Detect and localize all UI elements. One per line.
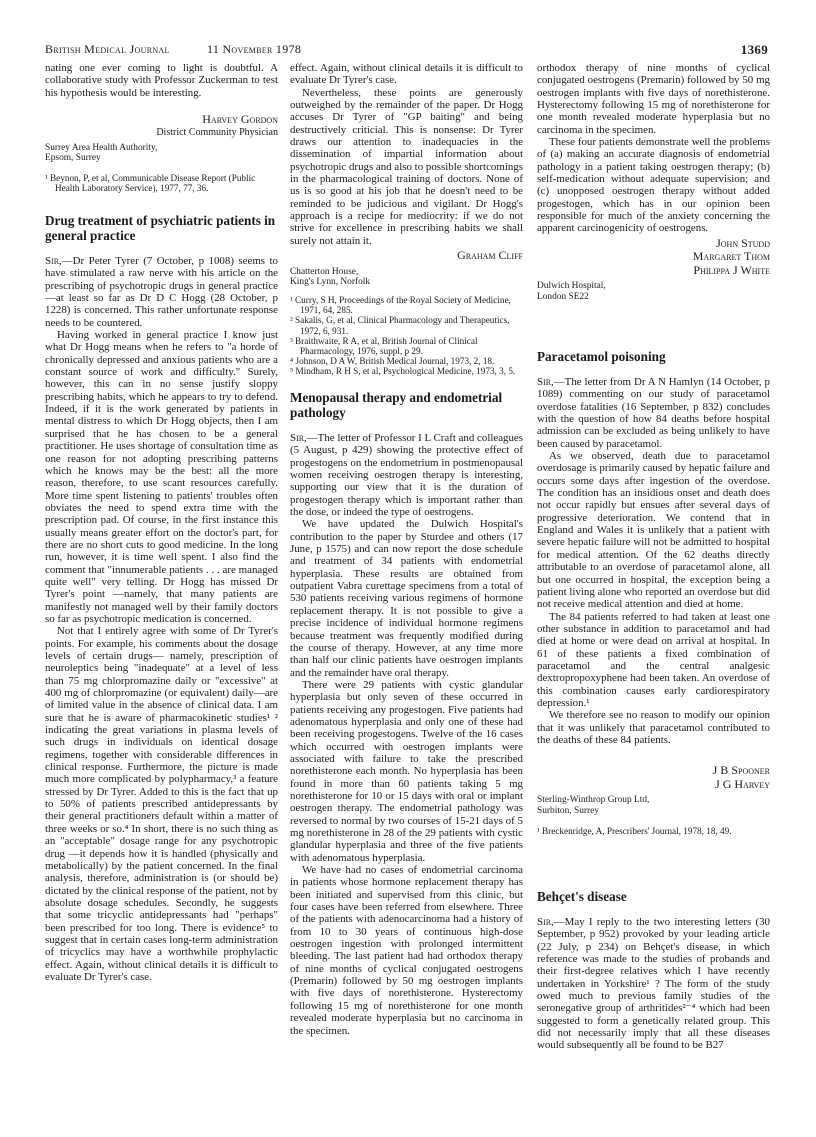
author-signature: Graham Cliff [457, 248, 523, 263]
reference-list [290, 295, 523, 377]
body-text: We have had no cases of endometrial carcinoma in patients whose hormone replacement therapy has been initiated and supervised from this clinic, but four cases have been referred from elsewhere. Three of the patients with adenocarcinoma had a history of from 10 to 30 years of continuous high-dose oestrogen ingestion with prolonged intermittent bleeding. The last patient had had orthodox therapy of nine months of cyclical conjugated oestrogens (Premarin) followed by 50 mg oestrogen implants with five days of norethisterone. Hysterectomy following 15 mg of norethisterone for one month revealed moderate hyperplasia but no carcinoma in the specimen. [290, 864, 523, 1037]
author-address: Chatterton House, King's Lynn, Norfolk [290, 266, 371, 287]
article-menopausal-therapy [290, 390, 523, 1095]
reference: ¹ Beynon, P, et al, Communicable Disease Report (Public Health Laboratory Service), 1977, 77, 36. [45, 172, 256, 194]
body-text: Sir,—Dr Peter Tyrer (7 October, p 1008) seems to have stimulated a raw nerve with his article on the prescribing of psychotropic drugs in general practice—at least so far as Dr D C Hogg (28 October, p 1228) is concerned. This rather unfortunate response needs to be countered. [45, 255, 278, 329]
article-behcets-disease [537, 889, 770, 1052]
body-text: The 84 patients referred to had taken at least one other substance in addition to paracetamol and had died at home or were dead on arrival at hospital. In 61 of these patients a fixed combination of paracetamol and the central analgesic dextropropoxyphene had been taken. An overdose of this combination causes early cardiorespiratory depression.¹ [537, 610, 770, 709]
reference: ¹ Breckenridge, A, Prescribers' Journal, 1978, 18, 49. [537, 825, 732, 836]
reference: ² Sakalis, G, et al, Clinical Pharmacology and Therapeutics, 1972, 6, 931. [290, 315, 510, 336]
author-signature: Harvey Gordon [202, 112, 278, 127]
journal-name: British Medical Journal [45, 42, 170, 56]
body-text: We therefore see no reason to modify our opinion that it was unlikely that paracetamol contributed to the deaths of these 84 patients. [537, 709, 770, 746]
body-text: Sir,—The letter of Professor I L Craft and colleagues (5 August, p 429) showing the protective effect of progestogens on the endometrium in postmenopausal women receiving oestrogen therapy is interesting, supporting our view that it is the duration of progestogen therapy which is important rather than the dose, or indeed the type of oestrogens. [290, 432, 523, 519]
body-text: effect. Again, without clinical details it is difficult to evaluate Dr Tyrer's case. [290, 62, 523, 87]
reference: ⁵ Mindham, R H S, et al, Psychological Medicine, 1973, 3, 5. [290, 366, 516, 377]
article-menopausal-therapy-continued [537, 62, 770, 302]
continued-letter [45, 62, 278, 193]
body-text: As we observed, death due to paracetamol overdosage is primarily caused by hepatic failure and occurs some days after ingestion of the overdose. The condition has an insidious onset and death does not occur rapidly but ensues after several days of progressive deterioration. We contend that in England and Wales it is unlikely that a patient with severe hepatic failure will not be admitted to hospital for medical attention. Of the 62 deaths directly attributable to an overdose of paracetamol alone, all but one occurred in hospital, the exception being a patient living alone who reported an overdose but did not receive medical attention and died at home. [537, 450, 770, 611]
reference: ⁴ Johnson, D A W, British Medical Journal, 1973, 2, 18. [290, 356, 495, 367]
author-signatures: John Studd Margaret Thom Philippa J White [692, 235, 770, 277]
body-text: Nevertheless, these points are generously outweighed by the remainder of the paper. Dr Hogg accuses Dr Tyrer of "GP baiting" and being destructively criticial. This is nonsense: Dr Tyrer draws our attention to inadequacies in the dissemination of impartial information about psychotropic drugs and also to possible shortcomings in the pharmacological training of doctors. None of us is so good at his job that he doesn't need to be reminded to be judicious and vigilant. Dr Hogg's approach is a recipe for mediocrity: if we do not strive for excellence in prescribing habits we shall surely not attain it. [290, 86, 523, 247]
article-title: Menopausal therapy and endometrial pathology [290, 390, 503, 420]
body-text: We have updated the Dulwich Hospital's contribution to the paper by Sturdee and others (17 June, p 1575) and can now report the dose schedule and treatment of 34 patients with endometrial hyperplasia. These results are obtained from outpatient Vabra curettage specimens from a total of 530 patients receiving various regimens of hormone replacement therapy. It is not possible to give a precise incidence of individual hormone regimens because treatment was frequently modified during the course of therapy. However, at any time more than half our clinic patients have oestrogen implants and the remainder have oral therapy. [290, 518, 523, 679]
article-drug-treatment-continued [290, 62, 523, 377]
reference: ³ Braithwaite, R A, et al, British Journal of Clinical Pharmacology, 1976, suppl, p 29. [290, 335, 478, 357]
page-number: 1369 [740, 42, 768, 57]
body-text: There were 29 patients with cystic glandular hyperplasia but only seven of these occurred in patients receiving any progestogen. Five patients had adenomatous hyperplasia and only one of these had been receiving progestogens. Twelve of the 16 cases which occurred with oestrogen implants were associated with failure to take the prescribed norethisterone each month. No hyperplasia has been found in more than 60 patients taking 5 mg norethisterone for 10 or 15 days with oral or implant oestrogen therapy. The endometrial pathology was reversed to normal by two courses of 15-21 days of 5 mg norethisterone in 28 of the 29 patients with cystic glandular hyperplasia and three of the five patients with adenomatous hyperplasia. [290, 678, 523, 864]
body-text: Having worked in general practice I know just what Dr Hogg means when he refers to "a horde of chronically depressed and anxious patients who are a constant source of work and difficulty." Surely, however, this can in no sense justify sloppy prescribing habits, which he appears to try to defend. Indeed, if it is the work generated by patients in mental distress to which Dr Hogg objects, then I am surprised that he has chosen to be a general practitioner. He uses shortage of consultation time as one reason for not adopting prescribing patterns which he knows may be the best: all the more reason, therefore, to use scant resources carefully. More time spent listening to patients' troubles often obviates the need to spend extra time with the prescription pad. Of course, in the first instance this usually means greater effort on the doctor's part, for there are no short cuts to good medicine. In the long run, however, it is time well spent. I also find the comment that "innumerable patients . . . are managed quite well" very telling. Dr Hogg has missed Dr Tyrer's point —namely, that many patients are manifestly not managed well by their family doctors so far as psychotropic medication is concerned. [45, 329, 278, 625]
author-role: District Community Physician [156, 126, 278, 138]
article-title: Behçet's disease [537, 889, 627, 904]
author-address: Sterling-Winthrop Group Ltd, Surbiton, Surrey [537, 795, 650, 816]
body-text: These four patients demonstrate well the problems of (a) making an accurate diagnosis of endometrial pathology in a patient taking oestrogen therapy; (b) self-medication without adequate supervision; and (c) unopposed oestrogen therapy without added progestogen, which has in our opinion been responsible for much of the anxiety concerning the apparent carcinogenicity of oestrogens. [537, 136, 770, 235]
article-title: Paracetamol poisoning [537, 349, 666, 364]
author-signatures: J B Spooner J G Harvey [712, 763, 770, 791]
author-address: Surrey Area Health Authority, Epsom, Surrey [45, 142, 158, 163]
body-text: Not that I entirely agree with some of Dr Tyrer's points. For example, his comments about the dosage levels of certain drugs— namely, prescription of neuroleptics being "inadequate" at a level of less than 75 mg chlorpromazine daily or "excessive" at 400 mg of chlorpromazine (or equivalent) daily—are of limited value in the absence of clinical data. I am sure that he is aware of pharmacokinetic studies¹ ² indicating the great variations in plasma levels of such drugs in individuals on identical dosage regimens, together with considerable differences in clinical response. Furthermore, the picture is made much more complicated by polypharmacy,³ a feature stressed by Dr Tyrer. Added to this is the fact that up to 50% of patients prescribed antidepressants by their general practitioners default within a matter of three weeks or so.⁴ In short, there is no such thing as an "acceptable" dosage range for any psychotropic drug —it depends how it is handled (physically and metabolically) by the patient concerned. In the final analysis, therefore, administration is (or should be) dictated by the clinical response of the patient, not by absolute dosage schedules. Secondly, he suggests that some tricyclic antidepressants had "perhaps" been prescribed for too long. There is evidence⁵ to suggest that in certain cases long-term administration of tricyclics may have a worthwhile prophylactic effect. Again, without clinical details it is difficult to evaluate Dr Tyrer's case. [45, 625, 278, 983]
body-text: nating one ever coming to light is doubtful. A collaborative study with Professor Zuckerman to test his hypothesis would be interesting. [45, 62, 278, 99]
author-address: Dulwich Hospital, London SE22 [537, 281, 606, 302]
article-title: Drug treatment of psychiatric patients in general practice [45, 213, 276, 243]
reference: ¹ Curry, S H, Proceedings of the Royal Society of Medicine, 1971, 64, 285. [290, 295, 511, 316]
body-text: Sir,—May I reply to the two interesting letters (30 September, p 952) provoked by your leading article (22 July, p 234) on Behçet's disease, in which reference was made to the studies of probands and their first-degree relatives which I have recently undertaken in Yorkshire¹ ? The form of the study owed much to previous family studies of the seronegative group of arthritides²⁻⁴ which had been suggested to form a genetically related group. This did not necessarily imply that all these diseases would subsequently all be found to be B27 [537, 916, 770, 1052]
article-paracetamol-poisoning [537, 349, 770, 836]
article-drug-treatment [45, 213, 278, 983]
body-text: orthodox therapy of nine months of cyclical conjugated oestrogens (Premarin) followed by 50 mg oestrogen implants with five days of norethisterone. Hysterectomy following 15 mg of norethisterone for one month revealed moderate hyperplasia but no carcinoma in the specimen. [537, 62, 770, 136]
issue-date: 11 November 1978 [207, 42, 302, 56]
body-text: Sir,—The letter from Dr A N Hamlyn (14 October, p 1089) commenting on our study of paracetamol overdose fatalities (16 September, p 832) concludes with the question of how 84 deaths before hospital admission can be excluded as being unlikely to have been caused by paracetamol. [537, 376, 770, 450]
